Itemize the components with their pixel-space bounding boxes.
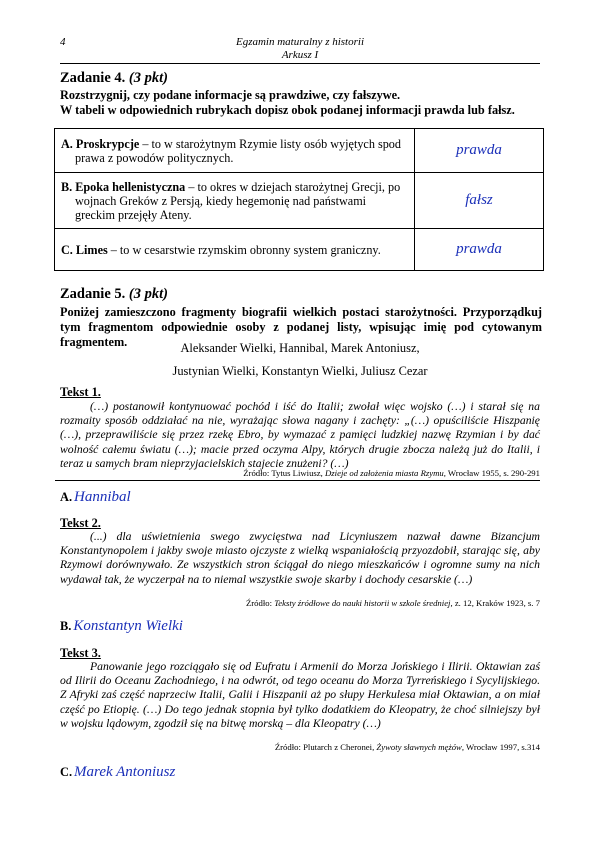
- task-4-instruction-line-1: Rozstrzygnij, czy podane informacje są prawdziwe, czy fałszywe.: [60, 88, 401, 102]
- page-number: 4: [60, 36, 66, 48]
- text-1-answer: [60, 489, 131, 506]
- task-5-points: (3 pkt): [128, 286, 168, 302]
- answer-letter: B.: [60, 619, 72, 633]
- task-5-instruction: Poniżej zamieszczono fragmenty biografii wielkich postaci starożytności. Przyporządkuj tym fragmentom odpowiednie osoby z podanej listy, wpisując imię pod cytowanym fragmentem.: [60, 305, 542, 349]
- answer-value[interactable]: Marek Antoniusz: [74, 764, 176, 780]
- text-1-heading: Tekst 1.: [60, 385, 101, 399]
- text-3-source: Źródło: Plutarch z Cheronei, Żywoty sławnych mężów, Wrocław 1997, s.314: [274, 742, 540, 752]
- statement-term: Proskrypcje: [75, 136, 140, 151]
- task-4-label: Zadanie 4.: [60, 70, 126, 86]
- table-row: [55, 173, 544, 229]
- text-1-source-divider: [55, 480, 540, 481]
- statement-letter: A.: [61, 136, 73, 151]
- answer-cell[interactable]: fałsz: [415, 173, 544, 229]
- task-5-title: [60, 286, 168, 303]
- text-2-quote: (...) dla uświetnienia swego zwycięstwa nad Licyniuszem nazwał dawne Bizancjum Konstantynopolem i jakby swoje miasto ojczyste z wielką wspaniałością przyozdobił, starając się, aby Rzymowi dorównywało. Ze wszystkich stron ściągał do niego mieszkańców i ogromne sumy na nich wydawał tak, że wyczerpał na to niemal wszystkie swoje skarby i dochody cesarskie (…): [60, 530, 540, 586]
- text-1-quote: (…) postanowił kontynuować pochód i iść do Italii; zwołał więc wojsko (…) i starał się na rozmaity sposób oddziałać na nie, wyrażając słowa nagany i zachęty: „(…) opuściliście Hiszpanię (…), przeprawiliście się przez rzekę Ebro, by wymazać z pamięci ludzkiej nazwę Rzymian i by dać wolność całemu światu (…); macie przed oczyma Alpy, których drugie zbocza należą już do Italii, i teraz u samych bram nieprzyjacielskich stajecie znużeni? (…): [60, 400, 540, 470]
- true-false-table: [54, 128, 544, 271]
- text-3-heading: Tekst 3.: [60, 646, 101, 660]
- task-4-points: (3 pkt): [128, 70, 168, 86]
- statement-term: Epoka hellenistyczna: [75, 179, 186, 194]
- table-row: [55, 229, 544, 271]
- statement-letter: C.: [61, 242, 73, 257]
- text-2-heading: Tekst 2.: [60, 516, 101, 530]
- header-title-line-1: Egzamin maturalny z historii: [235, 36, 365, 48]
- answer-cell[interactable]: prawda: [415, 129, 544, 173]
- names-list-line-2: Justynian Wielki, Konstantyn Wielki, Juliusz Cezar: [172, 364, 428, 378]
- text-3-answer: [60, 764, 175, 781]
- statement-cell: [55, 173, 415, 229]
- statement-text: – to okres w dziejach starożytnej Grecji, po wojnach Greków z Persją, kiedy hegemonię nad państwami greckim przejęły Ateny.: [75, 179, 401, 222]
- answer-cell[interactable]: prawda: [415, 229, 544, 271]
- text-3-quote: Panowanie jego rozciągało się od Eufratu i Armenii do Morza Jońskiego i Ilirii. Oktawian zaś od Ilirii do Oceanu Zachodniego, i na odwrót, od tego oceanu do Morza Tyrreńskiego i Sycylijskiego. Z Afryki zaś część naprzeciw Italii, Galii i Hiszpanii aż po słupy Herkulesa miał Oktawian, a on miał część po Etiopię. (…) Do tego jednak stopnia był tylko dodatkiem do Kleopatry, że choć silniejszy był w wojsku lądowym, zgodził się na bitwę morską – dla Kleopatry (…): [60, 660, 540, 730]
- names-list-line-1: Aleksander Wielki, Hannibal, Marek Antoniusz,: [180, 341, 420, 355]
- answer-value[interactable]: Konstantyn Wielki: [73, 618, 183, 634]
- statement-cell: [55, 129, 415, 173]
- header-divider: [60, 63, 540, 64]
- header-title-line-2: Arkusz I: [281, 49, 319, 61]
- table-row: [55, 129, 544, 173]
- statement-cell: [55, 229, 415, 271]
- task-4-title: [60, 70, 168, 87]
- answer-letter: A.: [60, 490, 73, 504]
- task-5-label: Zadanie 5.: [60, 286, 126, 302]
- statement-text: – to w starożytnym Rzymie listy osób wyjętych spod prawa z powodów politycznych.: [75, 136, 401, 165]
- answer-value[interactable]: Hannibal: [74, 489, 131, 505]
- task-4-instruction-line-2: W tabeli w odpowiednich rubrykach dopisz obok podanej informacji prawda lub fałsz.: [60, 103, 515, 117]
- answer-letter: C.: [60, 765, 73, 779]
- statement-text: – to w cesarstwie rzymskim obronny system graniczny.: [107, 242, 381, 257]
- statement-term: Limes: [75, 242, 108, 257]
- statement-letter: B.: [61, 179, 73, 194]
- text-1-source: Źródło: Tytus Liwiusz, Dzieje od założenia miasta Rzymu, Wrocław 1955, s. 290-291: [243, 468, 540, 478]
- text-2-answer: [60, 618, 183, 635]
- page-header-title: [200, 36, 400, 62]
- text-2-source: Źródło: Teksty źródłowe do nauki historii w szkole średniej, z. 12, Kraków 1923, s. 7: [245, 598, 540, 608]
- task-4-instruction: [60, 88, 545, 118]
